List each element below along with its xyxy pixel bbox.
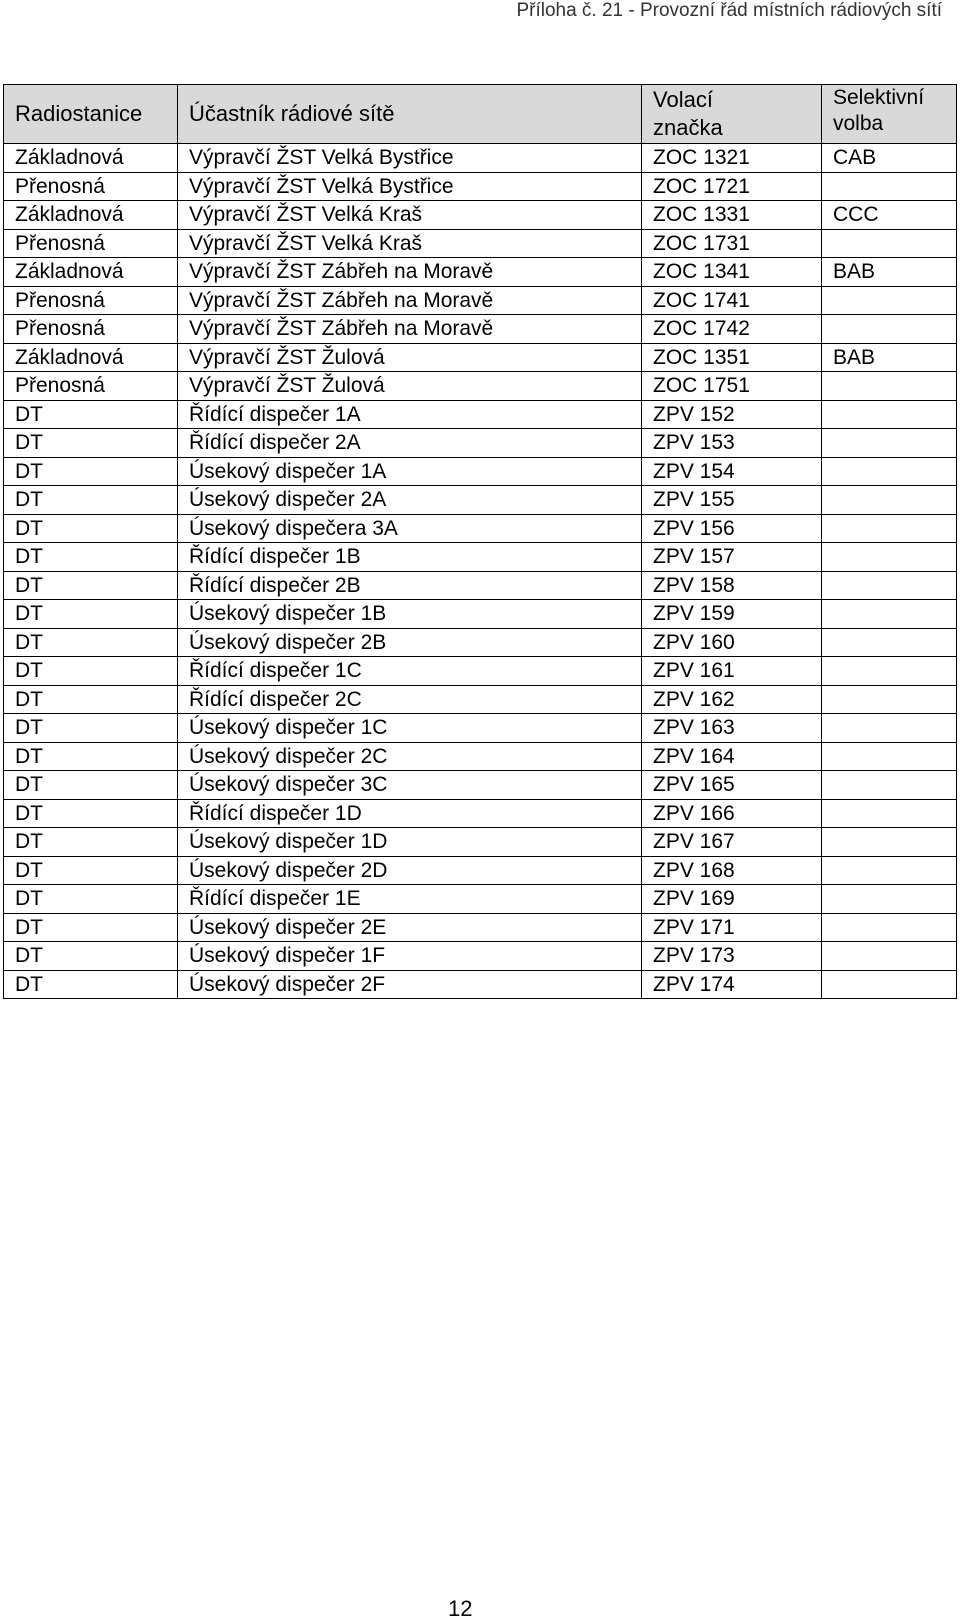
page-number: 12 <box>448 1596 473 1621</box>
cell-ucastnik: Výpravčí ŽST Velká Bystřice <box>178 172 642 201</box>
table-row <box>4 571 957 600</box>
cell-volaci: ZPV 154 <box>642 457 822 486</box>
cell-volaci: ZPV 165 <box>642 771 822 800</box>
cell-radiostanice: DT <box>4 970 178 999</box>
cell-selektivni <box>822 372 957 401</box>
table-row <box>4 714 957 743</box>
cell-ucastnik: Úsekový dispečer 2B <box>178 628 642 657</box>
cell-radiostanice: DT <box>4 657 178 686</box>
cell-radiostanice: DT <box>4 628 178 657</box>
cell-ucastnik: Úsekový dispečer 1F <box>178 942 642 971</box>
cell-selektivni: CCC <box>822 201 957 230</box>
cell-radiostanice: DT <box>4 457 178 486</box>
cell-selektivni <box>822 286 957 315</box>
cell-selektivni: BAB <box>822 343 957 372</box>
cell-radiostanice: DT <box>4 799 178 828</box>
cell-volaci: ZOC 1721 <box>642 172 822 201</box>
table-row <box>4 400 957 429</box>
cell-selektivni <box>822 657 957 686</box>
cell-ucastnik: Úsekový dispečer 1A <box>178 457 642 486</box>
cell-volaci: ZPV 157 <box>642 543 822 572</box>
cell-ucastnik: Řídící dispečer 1B <box>178 543 642 572</box>
cell-ucastnik: Úsekový dispečera 3A <box>178 514 642 543</box>
cell-radiostanice: DT <box>4 771 178 800</box>
cell-radiostanice: Základnová <box>4 258 178 287</box>
page-header-title: Příloha č. 21 - Provozní řád místních rádiových sítí <box>516 0 942 21</box>
table-header-row <box>4 85 957 144</box>
cell-selektivni <box>822 685 957 714</box>
cell-selektivni <box>822 315 957 344</box>
cell-ucastnik: Řídící dispečer 2C <box>178 685 642 714</box>
column-header-volaci-line2: značka <box>653 115 723 140</box>
column-header-selektivni-line1: Selektivní <box>833 86 925 109</box>
cell-volaci: ZPV 174 <box>642 970 822 999</box>
cell-radiostanice: DT <box>4 571 178 600</box>
cell-volaci: ZPV 155 <box>642 486 822 515</box>
cell-volaci: ZPV 160 <box>642 628 822 657</box>
cell-selektivni <box>822 571 957 600</box>
cell-selektivni <box>822 172 957 201</box>
table-body <box>4 144 957 999</box>
cell-volaci: ZOC 1331 <box>642 201 822 230</box>
cell-ucastnik: Úsekový dispečer 2A <box>178 486 642 515</box>
table-row <box>4 600 957 629</box>
table-row <box>4 315 957 344</box>
table-row <box>4 828 957 857</box>
cell-radiostanice: DT <box>4 543 178 572</box>
cell-ucastnik: Výpravčí ŽST Zábřeh na Moravě <box>178 315 642 344</box>
cell-selektivni <box>822 543 957 572</box>
cell-selektivni <box>822 229 957 258</box>
cell-radiostanice: DT <box>4 486 178 515</box>
cell-ucastnik: Úsekový dispečer 2D <box>178 856 642 885</box>
table-row <box>4 657 957 686</box>
cell-selektivni <box>822 514 957 543</box>
cell-volaci: ZOC 1341 <box>642 258 822 287</box>
cell-radiostanice: DT <box>4 856 178 885</box>
cell-ucastnik: Úsekový dispečer 1D <box>178 828 642 857</box>
table-row <box>4 685 957 714</box>
cell-selektivni <box>822 771 957 800</box>
cell-radiostanice: Základnová <box>4 343 178 372</box>
cell-radiostanice: DT <box>4 714 178 743</box>
cell-volaci: ZPV 159 <box>642 600 822 629</box>
table-row <box>4 457 957 486</box>
cell-radiostanice: DT <box>4 942 178 971</box>
cell-radiostanice: DT <box>4 400 178 429</box>
table-row <box>4 970 957 999</box>
cell-radiostanice: Přenosná <box>4 172 178 201</box>
table-row <box>4 856 957 885</box>
cell-volaci: ZPV 152 <box>642 400 822 429</box>
cell-volaci: ZPV 162 <box>642 685 822 714</box>
cell-volaci: ZOC 1742 <box>642 315 822 344</box>
cell-ucastnik: Úsekový dispečer 2F <box>178 970 642 999</box>
cell-volaci: ZOC 1751 <box>642 372 822 401</box>
cell-volaci: ZOC 1321 <box>642 144 822 173</box>
cell-ucastnik: Výpravčí ŽST Zábřeh na Moravě <box>178 286 642 315</box>
cell-ucastnik: Výpravčí ŽST Žulová <box>178 372 642 401</box>
cell-radiostanice: DT <box>4 600 178 629</box>
cell-selektivni: BAB <box>822 258 957 287</box>
table-row <box>4 229 957 258</box>
table-row <box>4 799 957 828</box>
cell-radiostanice: Přenosná <box>4 372 178 401</box>
table-row <box>4 885 957 914</box>
cell-ucastnik: Řídící dispečer 1A <box>178 400 642 429</box>
cell-volaci: ZPV 153 <box>642 429 822 458</box>
cell-selektivni <box>822 742 957 771</box>
cell-ucastnik: Výpravčí ŽST Žulová <box>178 343 642 372</box>
table-row <box>4 172 957 201</box>
cell-selektivni <box>822 429 957 458</box>
cell-ucastnik: Řídící dispečer 1D <box>178 799 642 828</box>
cell-selektivni <box>822 856 957 885</box>
cell-volaci: ZPV 171 <box>642 913 822 942</box>
cell-selektivni <box>822 486 957 515</box>
table-row <box>4 372 957 401</box>
column-header-volaci-znacka <box>642 85 822 144</box>
cell-volaci: ZPV 158 <box>642 571 822 600</box>
table-row <box>4 942 957 971</box>
cell-selektivni <box>822 400 957 429</box>
cell-ucastnik: Řídící dispečer 1C <box>178 657 642 686</box>
table-row <box>4 258 957 287</box>
cell-radiostanice: Přenosná <box>4 315 178 344</box>
cell-radiostanice: DT <box>4 514 178 543</box>
cell-volaci: ZOC 1731 <box>642 229 822 258</box>
cell-radiostanice: DT <box>4 885 178 914</box>
cell-radiostanice: DT <box>4 742 178 771</box>
cell-ucastnik: Výpravčí ŽST Velká Bystřice <box>178 144 642 173</box>
table-row <box>4 144 957 173</box>
column-header-ucastnik: Účastník rádiové sítě <box>178 85 642 144</box>
cell-radiostanice: Základnová <box>4 144 178 173</box>
column-header-volaci-line1: Volací <box>653 87 713 112</box>
column-header-selektivni-volba <box>822 85 957 144</box>
cell-selektivni <box>822 799 957 828</box>
cell-selektivni <box>822 885 957 914</box>
cell-ucastnik: Úsekový dispečer 1C <box>178 714 642 743</box>
cell-selektivni <box>822 628 957 657</box>
cell-radiostanice: DT <box>4 685 178 714</box>
table-row <box>4 429 957 458</box>
table-row <box>4 913 957 942</box>
cell-volaci: ZPV 166 <box>642 799 822 828</box>
cell-selektivni <box>822 913 957 942</box>
cell-volaci: ZPV 161 <box>642 657 822 686</box>
cell-volaci: ZOC 1351 <box>642 343 822 372</box>
cell-ucastnik: Úsekový dispečer 1B <box>178 600 642 629</box>
table-row <box>4 742 957 771</box>
cell-volaci: ZPV 173 <box>642 942 822 971</box>
cell-volaci: ZOC 1741 <box>642 286 822 315</box>
cell-radiostanice: Přenosná <box>4 286 178 315</box>
cell-radiostanice: DT <box>4 828 178 857</box>
cell-ucastnik: Výpravčí ŽST Zábřeh na Moravě <box>178 258 642 287</box>
cell-radiostanice: DT <box>4 429 178 458</box>
cell-volaci: ZPV 156 <box>642 514 822 543</box>
cell-ucastnik: Výpravčí ŽST Velká Kraš <box>178 229 642 258</box>
cell-selektivni: CAB <box>822 144 957 173</box>
cell-ucastnik: Úsekový dispečer 3C <box>178 771 642 800</box>
table-row <box>4 771 957 800</box>
column-header-selektivni-line2: volba <box>833 112 884 135</box>
cell-selektivni <box>822 828 957 857</box>
cell-selektivni <box>822 457 957 486</box>
table-row <box>4 201 957 230</box>
cell-ucastnik: Výpravčí ŽST Velká Kraš <box>178 201 642 230</box>
table-row <box>4 286 957 315</box>
table-row <box>4 543 957 572</box>
cell-ucastnik: Řídící dispečer 1E <box>178 885 642 914</box>
cell-selektivni <box>822 942 957 971</box>
cell-ucastnik: Řídící dispečer 2A <box>178 429 642 458</box>
cell-radiostanice: Přenosná <box>4 229 178 258</box>
cell-volaci: ZPV 168 <box>642 856 822 885</box>
table-row <box>4 343 957 372</box>
cell-ucastnik: Úsekový dispečer 2E <box>178 913 642 942</box>
table-row <box>4 486 957 515</box>
cell-volaci: ZPV 164 <box>642 742 822 771</box>
cell-selektivni <box>822 970 957 999</box>
column-header-radiostanice: Radiostanice <box>4 85 178 144</box>
table-row <box>4 514 957 543</box>
cell-volaci: ZPV 169 <box>642 885 822 914</box>
cell-selektivni <box>822 714 957 743</box>
cell-ucastnik: Úsekový dispečer 2C <box>178 742 642 771</box>
cell-radiostanice: DT <box>4 913 178 942</box>
cell-selektivni <box>822 600 957 629</box>
table-row <box>4 628 957 657</box>
cell-volaci: ZPV 167 <box>642 828 822 857</box>
cell-volaci: ZPV 163 <box>642 714 822 743</box>
radio-stations-table <box>3 84 957 999</box>
cell-radiostanice: Základnová <box>4 201 178 230</box>
cell-ucastnik: Řídící dispečer 2B <box>178 571 642 600</box>
